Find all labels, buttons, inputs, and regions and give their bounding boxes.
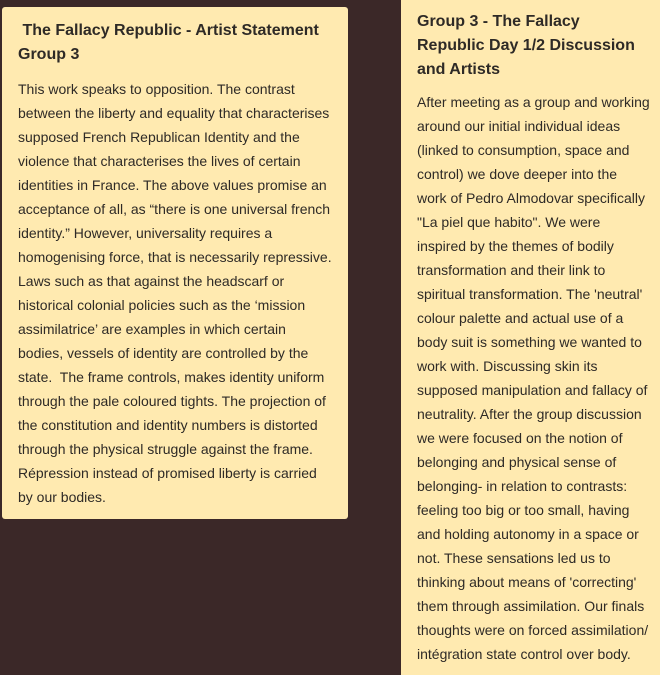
post-card-discussion-and-artists[interactable] — [401, 0, 660, 675]
post-body: After meeting as a group and working around our initial individual ideas (linked to consumption, space and control) we dove deeper into the work of Pedro Almodovar specifically "La piel que habito". We were inspired by the themes of bodily transformation and their link to spiritual transformation. The 'neutral' colour palette and actual use of a body suit is something we wanted to work with. Discussing skin its supposed manipulation and fallacy of neutrality. After the group discussion we were focused on the notion of belonging and physical sense of belonging- in relation to contrasts: feeling too big or too small, having and holding autonomy in a space or not. These sensations led us to thinking about means of 'correcting' them through assimilation. Our finals thoughts were on forced assimilation/ intégration state control over body. — [417, 94, 654, 662]
post-body: This work speaks to opposition. The contrast between the liberty and equality that characterises supposed French Republican Identity and the violence that characterises the lives of certain identities in France. The above values promise an acceptance of all, as “there is one universal french identity.” However, universality requires a homogenising force, that is necessarily repressive. Laws such as that against the headscarf or historical colonial policies such as the ‘mission assimilatrice’ are examples in which certain bodies, vessels of identity are controlled by the state. The frame controls, makes identity uniform through the pale coloured tights. The projection of the constitution and identity numbers is distorted through the physical struggle against the frame. Répression instead of promised liberty is carried by our bodies. — [18, 81, 336, 505]
post-title: The Fallacy Republic - Artist Statement Group 3 — [18, 22, 324, 63]
post-card-artist-statement[interactable] — [2, 7, 348, 519]
post-title: Group 3 - The Fallacy Republic Day 1/2 Discussion and Artists — [417, 13, 640, 78]
